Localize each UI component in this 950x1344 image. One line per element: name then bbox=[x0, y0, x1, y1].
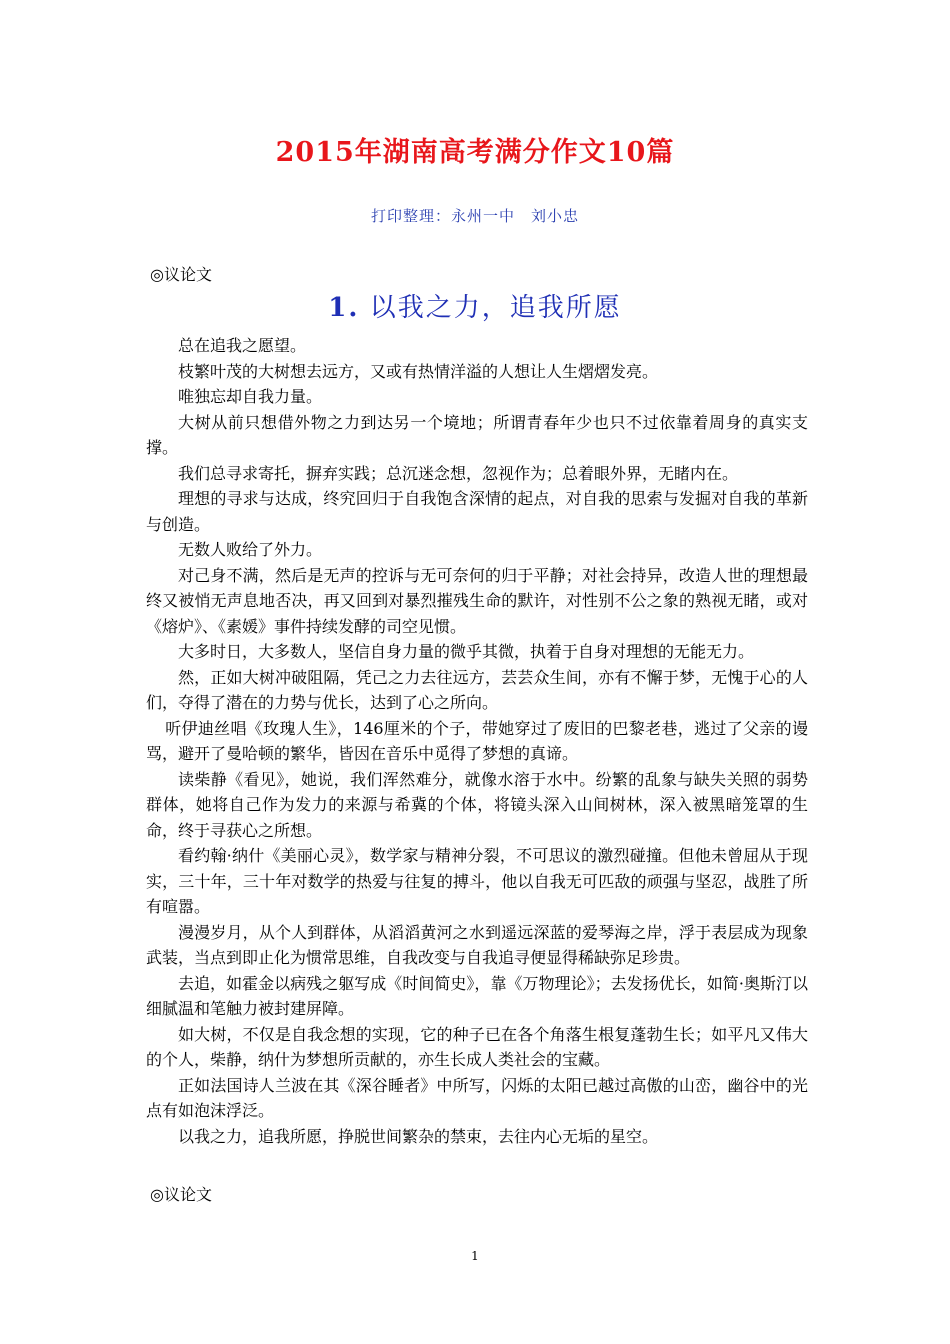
page-number: 1 bbox=[471, 1249, 479, 1263]
essay-title-text: 以我之力，追我所愿 bbox=[369, 293, 622, 323]
paragraph: 总在追我之愿望。 bbox=[178, 336, 307, 355]
paragraph: 无数人败给了外力。 bbox=[178, 540, 323, 559]
closing-genre-label: ◎议论文 bbox=[150, 1185, 212, 1204]
genre-label: ◎议论文 bbox=[150, 265, 212, 284]
paragraph: 对己身不满，然后是无声的控诉与无可奈何的归于平静；对社会持异，改造人世的理想最终又被悄无声息地否决，再又回到对暴烈摧残生命的默许，对性别不公之象的熟视无睹，或对《熔炉》、《素媛》事件持续发酵的司空见惯。 bbox=[146, 565, 808, 636]
paragraph: 正如法国诗人兰波在其《深谷睡者》中所写，闪烁的太阳已越过高傲的山峦，幽谷中的光点有如泡沫浮泛。 bbox=[146, 1075, 808, 1120]
paragraph: 去追，如霍金以病残之躯写成《时间简史》，靠《万物理论》；去发扬优长，如简·奥斯汀以细腻温和笔触力被封建屏障。 bbox=[146, 973, 808, 1018]
paragraph: 然，正如大树冲破阻隔，凭己之力去往远方，芸芸众生间，亦有不懈于梦，无愧于心的人们，夺得了潜在的力势与优长，达到了心之所向。 bbox=[146, 667, 808, 712]
paragraph: 大树从前只想借外物之力到达另一个境地；所谓青春年少也只不过依靠着周身的真实支撑。 bbox=[146, 412, 808, 457]
byline: 打印整理：永州一中 刘小忠 bbox=[370, 207, 579, 225]
paragraph: 漫漫岁月，从个人到群体，从滔滔黄河之水到遥远深蓝的爱琴海之岸，浮于表层成为现象武装，当点到即止化为惯常思维，自我改变与自我追寻便显得稀缺弥足珍贵。 bbox=[146, 922, 808, 967]
document-title: 2015年湖南高考满分作文10篇 bbox=[275, 137, 675, 168]
paragraph: 枝繁叶茂的大树想去远方，又或有热情洋溢的人想让人生熠熠发亮。 bbox=[178, 361, 659, 381]
paragraph: 唯独忘却自我力量。 bbox=[178, 387, 323, 406]
paragraph: 我们总寻求寄托，摒弃实践；总沉迷念想，忽视作为；总着眼外界，无睹内在。 bbox=[178, 463, 739, 483]
paragraph: 读柴静《看见》，她说，我们浑然难分，就像水溶于水中。纷繁的乱象与缺失关照的弱势群体，她将自己作为发力的来源与希冀的个体，将镜头深入山间树林，深入被黑暗笼罩的生命，终于寻获心之所想。 bbox=[146, 769, 808, 840]
paragraph: 大多时日，大多数人，坚信自身力量的微乎其微，执着于自身对理想的无能无力。 bbox=[178, 642, 755, 661]
paragraph: 听伊迪丝唱《玫瑰人生》，146厘米的个子，带她穿过了废旧的巴黎老巷，逃过了父亲的谩骂，避开了曼哈顿的繁华，皆因在音乐中觅得了梦想的真谛。 bbox=[146, 718, 808, 763]
essay-title bbox=[0, 287, 950, 324]
paragraph: 如大树，不仅是自我念想的实现，它的种子已在各个角落生根复蓬勃生长；如平凡又伟大的个人，柴静，纳什为梦想所贡献的，亦生长成人类社会的宝藏。 bbox=[146, 1024, 808, 1069]
paragraph: 以我之力，追我所愿，挣脱世间繁杂的禁束，去往内心无垢的星空。 bbox=[178, 1126, 659, 1146]
paragraph: 理想的寻求与达成，终究回归于自我饱含深情的起点，对自我的思索与发掘对自我的革新与创造。 bbox=[146, 489, 808, 534]
essay-number: 1. bbox=[328, 293, 360, 323]
paragraph: 看约翰·纳什《美丽心灵》，数学家与精神分裂，不可思议的激烈碰撞。但他未曾屈从于现实，三十年，三十年对数学的热爱与往复的搏斗，他以自我无可匹敌的顽强与坚忍，战胜了所有喧嚣。 bbox=[146, 846, 808, 916]
essay-body bbox=[146, 333, 808, 1149]
